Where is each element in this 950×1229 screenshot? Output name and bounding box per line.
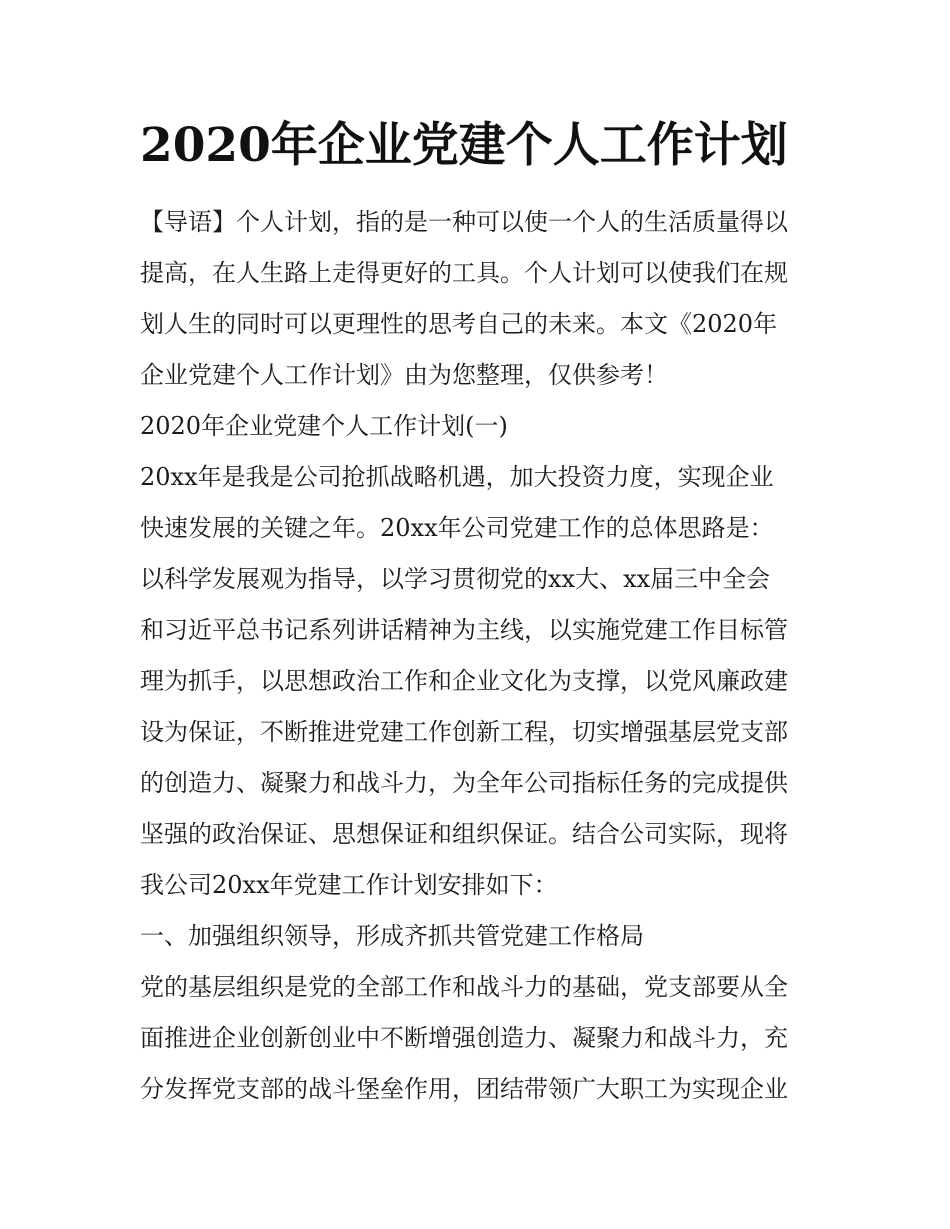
- body-line: 面推进企业创新创业中不断增强创造力、凝聚力和战斗力，充: [140, 1024, 788, 1052]
- document-title: 2020年企业党建个人工作计划: [140, 118, 788, 173]
- body-line: 理为抓手，以思想政治工作和企业文化为支撑，以党风廉政建: [140, 667, 788, 695]
- body-line: 党的基层组织是党的全部工作和战斗力的基础，党支部要从全: [140, 973, 788, 1001]
- intro-line-1: 【导语】个人计划，指的是一种可以使一个人的生活质量得以: [140, 208, 788, 236]
- body-line: 坚强的政治保证、思想保证和组织保证。结合公司实际，现将: [140, 820, 788, 848]
- subsection-heading: 一、加强组织领导，形成齐抓共管党建工作格局: [140, 922, 644, 950]
- body-line: 我公司20xx年党建工作计划安排如下：: [140, 871, 558, 899]
- body-line: 以科学发展观为指导，以学习贯彻党的xx大、xx届三中全会: [140, 565, 771, 593]
- section-heading: 2020年企业党建个人工作计划(一): [140, 412, 508, 440]
- intro-line-3: 划人生的同时可以更理性的思考自己的未来。本文《2020年: [140, 310, 778, 338]
- body-line: 的创造力、凝聚力和战斗力，为全年公司指标任务的完成提供: [140, 769, 788, 797]
- body-line: 和习近平总书记系列讲话精神为主线，以实施党建工作目标管: [140, 616, 788, 644]
- intro-line-4: 企业党建个人工作计划》由为您整理，仅供参考！: [140, 361, 668, 389]
- body-line: 快速发展的关键之年。20xx年公司党建工作的总体思路是：: [140, 514, 774, 542]
- intro-line-2: 提高，在人生路上走得更好的工具。个人计划可以使我们在规: [140, 259, 788, 287]
- body-line: 分发挥党支部的战斗堡垒作用，团结带领广大职工为实现企业: [140, 1075, 788, 1103]
- body-line: 设为保证，不断推进党建工作创新工程，切实增强基层党支部: [140, 718, 788, 746]
- body-line: 20xx年是我是公司抢抓战略机遇，加大投资力度，实现企业: [140, 463, 774, 491]
